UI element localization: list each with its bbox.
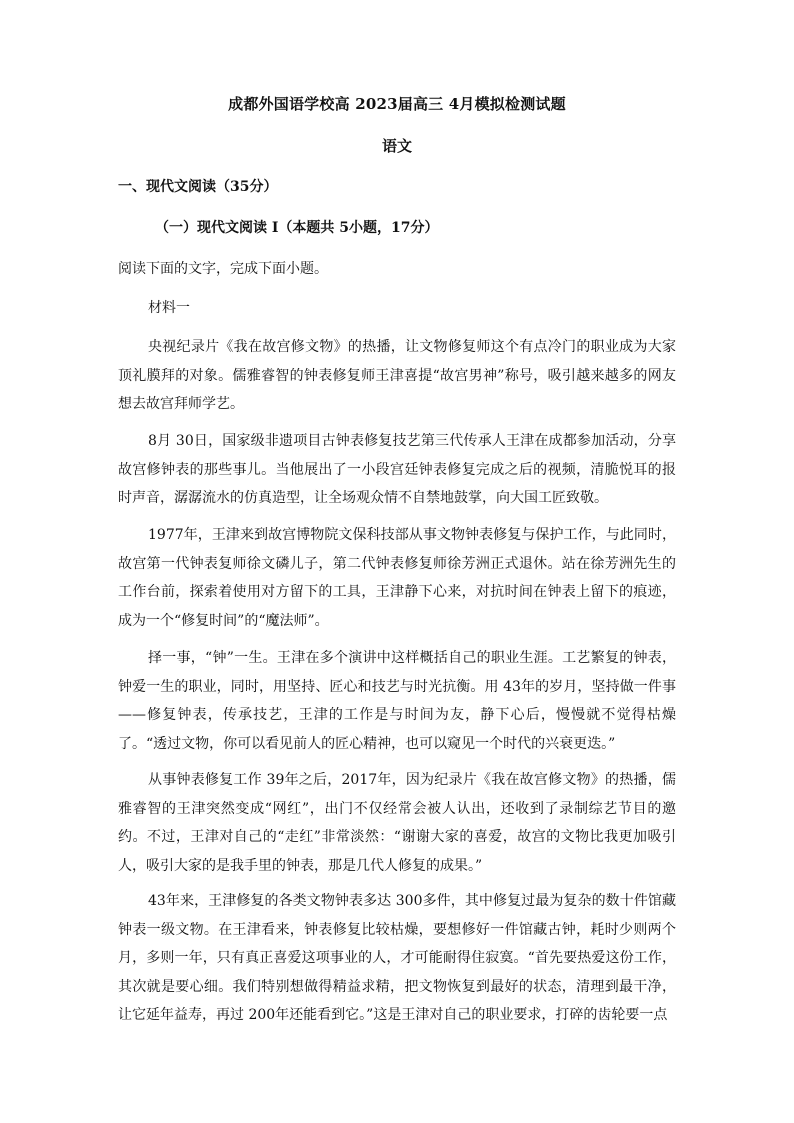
paragraph-5: 从事钟表修复工作 39年之后，2017年，因为纪录片《我在故宫修文物》的热播，儒雅睿智的王津突然变成“网红”，出门不仅经常会被人认出，还收到了录制综艺节目的邀约。不过，王津对自己的“走红”非常淡然：“谢谢大家的喜爱，故宫的文物比我更加吸引人，吸引大家的是我手里的钟表，那是几代人修复的成果。” bbox=[118, 772, 676, 874]
paragraph-3: 1977年，王津来到故宫博物院文保科技部从事文物钟表修复与保护工作，与此同时，故宫第一代钟表复师徐文磷儿子，第二代钟表修复师徐芳洲正式退休。站在徐芳洲先生的工作台前，探索着使用对方留下的工具，王津静下心来，对抗时间在钟表上留下的痕迹，成为一个“修复时间”的“魔法师”。 bbox=[118, 527, 676, 629]
exam-title: 成都外国语学校高 2023届高三 4月模拟检测试题 bbox=[228, 95, 566, 113]
paragraph-6: 43年来，王津修复的各类文物钟表多达 300多件，其中修复过最为复杂的数十件馆藏钟表一级文物。在王津看来，钟表修复比较枯燥，要想修好一件馆藏古钟，耗时少则两个月，多则一年，只有真正喜爱这项事业的人，才可能耐得住寂寞。“首先要热爱这份工作，其次就是要心细。我们特别想做得精益求精，把文物恢复到最好的状态，清理到最干净，让它延年益寿，再过 200年还能看到它。”这是王津对自己的职业要求，打碎的齿轮要一点 bbox=[118, 893, 676, 1023]
material-label: 材料一 bbox=[148, 300, 190, 316]
paragraph-4: 择一事，“钟”一生。王津在多个演讲中这样概括自己的职业生涯。工艺繁复的钟表，钟爱一生的职业，同时，用坚持、匠心和技艺与时光抗衡。用 43年的岁月，坚持做一件事——修复钟表，传承技艺，王津的工作是与时间为友，静下心后，慢慢就不觉得枯燥了。“透过文物，你可以看见前人的匠心精神，也可以窥见一个时代的兴衰更迭。” bbox=[118, 650, 676, 752]
reading-instruction: 阅读下面的文字，完成下面小题。 bbox=[118, 261, 328, 277]
paragraph-1: 央视纪录片《我在故宫修文物》的热播，让文物修复师这个有点冷门的职业成为大家顶礼膜拜的对象。儒雅睿智的钟表修复师王津喜提“故宫男神”称号，吸引越来越多的网友想去故宫拜师学艺。 bbox=[118, 339, 676, 412]
section-heading: 一、现代文阅读（35分） bbox=[118, 179, 278, 195]
subject-title: 语文 bbox=[381, 137, 412, 155]
subsection-heading: （一）现代文阅读 I（本题共 5小题，17分） bbox=[155, 220, 439, 236]
paragraph-2: 8月 30日，国家级非遗项目古钟表修复技艺第三代传承人王津在成都参加活动，分享故宫修钟表的那些事儿。当他展出了一小段宫廷钟表修复完成之后的视频，清脆悦耳的报时声音，潺潺流水的仿真造型，让全场观众情不自禁地鼓掌，向大国工匠致敬。 bbox=[118, 433, 676, 506]
